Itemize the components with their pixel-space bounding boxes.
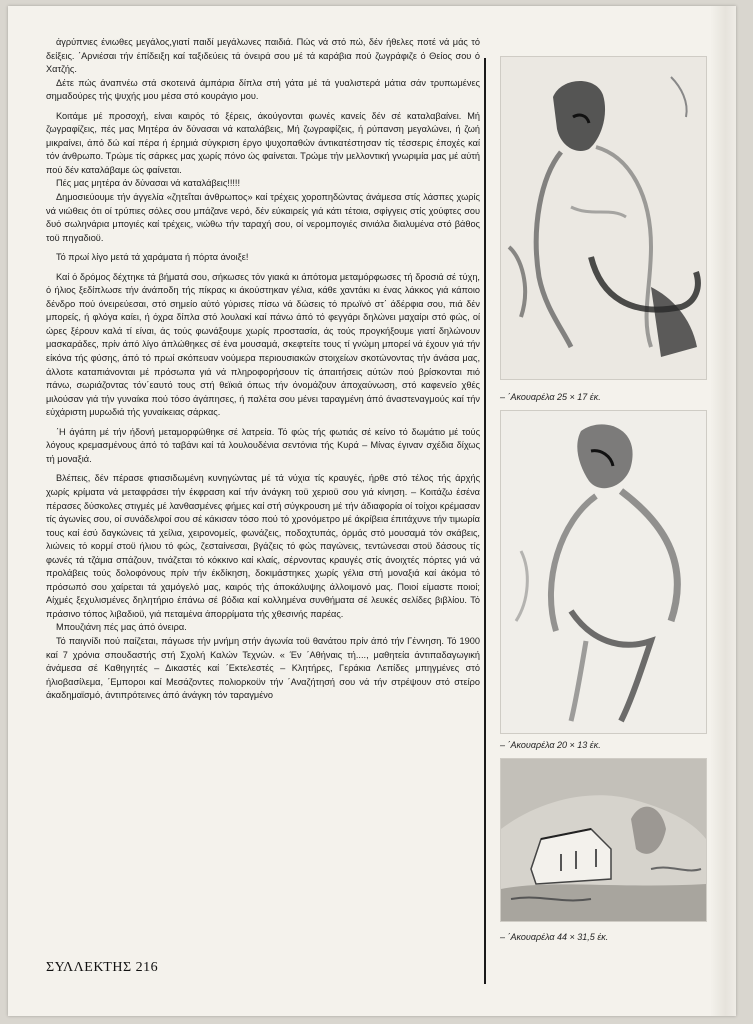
article-paragraph: Δέτε πώς άναπνέω στά σκοτεινά άμπάρια δίπλα στή γάτα μέ τά γυαλιστερά μάτια σάν τρυπωμένες σημαδούρες τής ψυχής μου μέσα στό κουράγιο μου. [46, 77, 480, 102]
article-paragraph: Τό παιγνίδι πού παίζεται, πάγωσε τήν μνήμη στήν άγωνία τοϋ θανάτου πρίν άπό τήν Γέννηση. Τό 1900 καί 7 χρόνια σπουδαστής στή Σχολή Καλών Τεχνών. « Έν ΄Αθήναις τή...., μαθητεία άντιπαδαγωγική άνάμεσα σέ Καθηγητές – Δικαστές καί ΄Εκτελεστές – Κλητήρες, Γεράκια Λεπίδες μπηγμένες στό ήλιοβασίλεμα, ΄Εμποροι καί Μεσάζοντες πολιορκοϋν τήν ΄Αναζήτησή σου νά τήν στρέψουν στό στείρο άκαδημαϊσμό, άντιπρότεινες άπό άνάγκη τόν ταραγμένο [46, 635, 480, 701]
figure-caption: – ΄Ακουαρέλα 25 × 17 έκ. [500, 392, 601, 402]
article-paragraph: Καί ό δρόμος δέχτηκε τά βήματά σου, σήκωσες τόν γιακά κι άπότομα μεταμόρφωσες τή δροσιά σέ τύχη, ό ήλιος ξεδίπλωσε τήν άνάποδη τής πίκρας κι άκούστηκαν γέλια, κάθε χαντάκι κι ένας λάκκος γιά κάποιο δένδρο πού όνειρεύεσαι, στό σημείο αύτό γύρισες πίσω νά δώσεις τό πρωϊνό στ΄ άδέρφια σου, πιά δέν μπορείς, ή φλόγα καίει, ή όχρα δίπλα στό λουλακί καί πάνω άπό τό φεγγάρι δηλώνει μαχαίρι στό φώς, οί ώρες ξέρουν καλά τί είναι, άς τούς φωνάξουμε χωρίς προστασία, άς τούς προγκήξουμε γιατί δηλώνουν μασκαράδες, πρίν άπό λίγο άπλώθηκες σέ ένα μουσαμά, σκεφτείτε τους τί γνώμη μπορεί νά έχουν γιά τήν είκόνα τής φύσης, άπό τό πρωί σκόπευαν νούμερα περιουσιακών στοιχείων σκοτώνοντας τήν άνάσα μας, άλλοτε καταπιάνονται μέ πρόσωπα γιά νά πληροφορήσουν τίς άπαιτήσεις αύτών πού βρίσκονται πιό πάνω, σωριάζοντας τόν΄εαυτό τους στή θεϊκιά όπως τήν όνομάζουν άποχαύνωση, στό καφενείο χθές μιλούσαν γιά τήν γυναίκα πού τόσο άγάπησες, ή παλέτα σου μένει ταραγμένη άπό άναστεναγμούς καί τήν εύχάριστη μυρωδιά τής γυναίκειας σάρκας. [46, 271, 480, 418]
article-paragraph: ΄Η άγάπη μέ τήν ήδονή μεταμορφώθηκε σέ λατρεία. Τό φώς τής φωτιάς σέ κείνο τό δωμάτιο μέ τούς λόγους κρεμασμένους άπό τό ταβάνι καί τά λουλουδένια σεντόνια τής Κυρά – Μίνας έγιναν σχέδια δίχως τή μοναξιά. [46, 426, 480, 464]
page-footer-label: ΣΥΛΛΕΚΤΗΣ 216 [46, 960, 159, 975]
watercolor-landscape-house [500, 758, 707, 922]
nude-sketch-drawing [501, 57, 706, 379]
article-text-column [46, 36, 480, 703]
landscape-drawing [501, 759, 706, 921]
article-paragraph: Δημοσιεύουμε τήν άγγελία «ζητεΐται άνθρωπος» καί τρέχεις χοροπηδώντας άνάμεσα στίς λάσπες χωρίς νά νιώθεις ότι οί τρύπιες σόλες σου μπάζανε νερό, δέν εύκαιρείς γιά κάτι τέτοια, σφίγγεις στίς χούφτες σου δυό σωληνάρια μπογιές καί τρέχεις, νιώθω τήν ταραχή σου, οί νερομπογιές σινιάλα διαλυμένα στό βάθος τοϋ πηγαδιοϋ. [46, 192, 480, 243]
watercolor-figure-nude [500, 56, 707, 380]
figure-caption: – ΄Ακουαρέλα 20 × 13 έκ. [500, 740, 601, 750]
standing-figure-drawing [501, 411, 706, 733]
article-paragraph: άγρύπνιες ένιωθες μεγάλος,γιατί παιδί μεγάλωνες παιδιά. Πώς νά στό πώ, δέν ήθελες ποτέ νά μάς τό δείξεις. ΄Αρνιέσαι τήν έπίδειξη καί ταξιδεύεις τά όνειρά σου μέ τά καράβια πού ζωγράφιζε ό Θείος σου ό Χατζής. [46, 37, 480, 75]
watercolor-figure-standing [500, 410, 707, 734]
page-fold-shadow [710, 6, 736, 1016]
figure-caption: – ΄Ακουαρέλα 44 × 31,5 έκ. [500, 932, 609, 942]
article-paragraph: Μπουζιάνη πές μας άπό όνειρα. [56, 622, 187, 633]
article-paragraph: Τό πρωί λίγο μετά τά χαράματα ή πόρτα άνοιξε! [56, 252, 249, 263]
article-paragraph: Πές μας μητέρα άν δύνασαι νά καταλάβεις!!!!! [56, 178, 241, 189]
article-paragraph: Βλέπεις, δέν πέρασε φτιασιδωμένη κυνηγώντας μέ τά νύχια τίς κραυγές, ήρθε στό τέλος τής άρχής χωρίς κρίματα νά μεταφράσει τήν έκφραση καί τήν άνάγκη τοϋ χεριοϋ σου γιά κίνηση. – Κοιτάζω έσένα πέρασες δύσκολες στιγμές μέ λανθασμένες φήμες καί στή σύγκρουση μέ τήν άδιαφορία οί τοίχοι κρέμασαν τίς άγωνίες σου, οί συνάδελφοί σου σέ κάκισαν τόσο πού τό χρονόμετρο μέ άκρίβεια έπιτάχυνε τήν τιμωρία τους καί έσύ δαγκώνεις τά χείλια, χειρονομείς, φωνάζεις, ποδοχτυπάς, όρμάς στό μουσαμά τόν σκάβεις, λιώνεις τό κορμί στοϋ ήλιου τό φώς, ζεσταίνεσαι, βγάζεις τό φώς παγώνεις, τεντώνεσαι στοϋ δάσους τίς φωνές τά τζάμια σπάζουν, τινάζεται τό κόκκινο καί κλαίς, σέρνοντας κραυγές στίς άνοιχτές πόρτες γιά νά προλάβεις τούς δολοφόνους πρίν τήν έκδίκηση, δοκιμάστηκες χωρίς γέλια στή μοναξιά καί άκόμα τό πρόσωπό σου χαίρεται τά χαμόγελό μας, καιρός τής άποκάλυψης άλλοιμονό μας. Ποιοί είμαστε ποιοί; Αίχμές ξεχυλισμένες δηλητήριο έπάνω σέ βόδια καί κολλημένα συνθήματα σέ λευκές σελίδες βιβλίου. Τό πράσινο τόπος λιβαδιοϋ, γιά πεταμένα άπορρίματα τής χθεσινής παρέας. [46, 473, 480, 619]
column-divider-rule [484, 58, 486, 984]
article-paragraph: Κοιτάμε μέ προσοχή, είναι καιρός τό ξέρεις, άκούγονται φωνές κανείς δέν σέ καταλαβαίνει. Μή ζωγραφίζεις, πές μας Μητέρα άν δύνασαι νά καταλάβεις, Μή ζωγραφίζεις, ή ρύπανση μεγαλώνει, ή ζωή μικραίνει, άπό δώ καί πέρα ή έρημιά σύγκριση έργο ψυχοπαθών άντικατέστησαν τίς τέσσερις έποχές καί τόν άνθρωπο. Τρώμε τίς σάρκες μας χωρίς πόνο ώς φαίνεται. Τρώμε τήν μελλοντική γνωριμία μας μέ αύτή πού δέν καταλάβαμε ώς φαίνεται. [46, 110, 480, 175]
